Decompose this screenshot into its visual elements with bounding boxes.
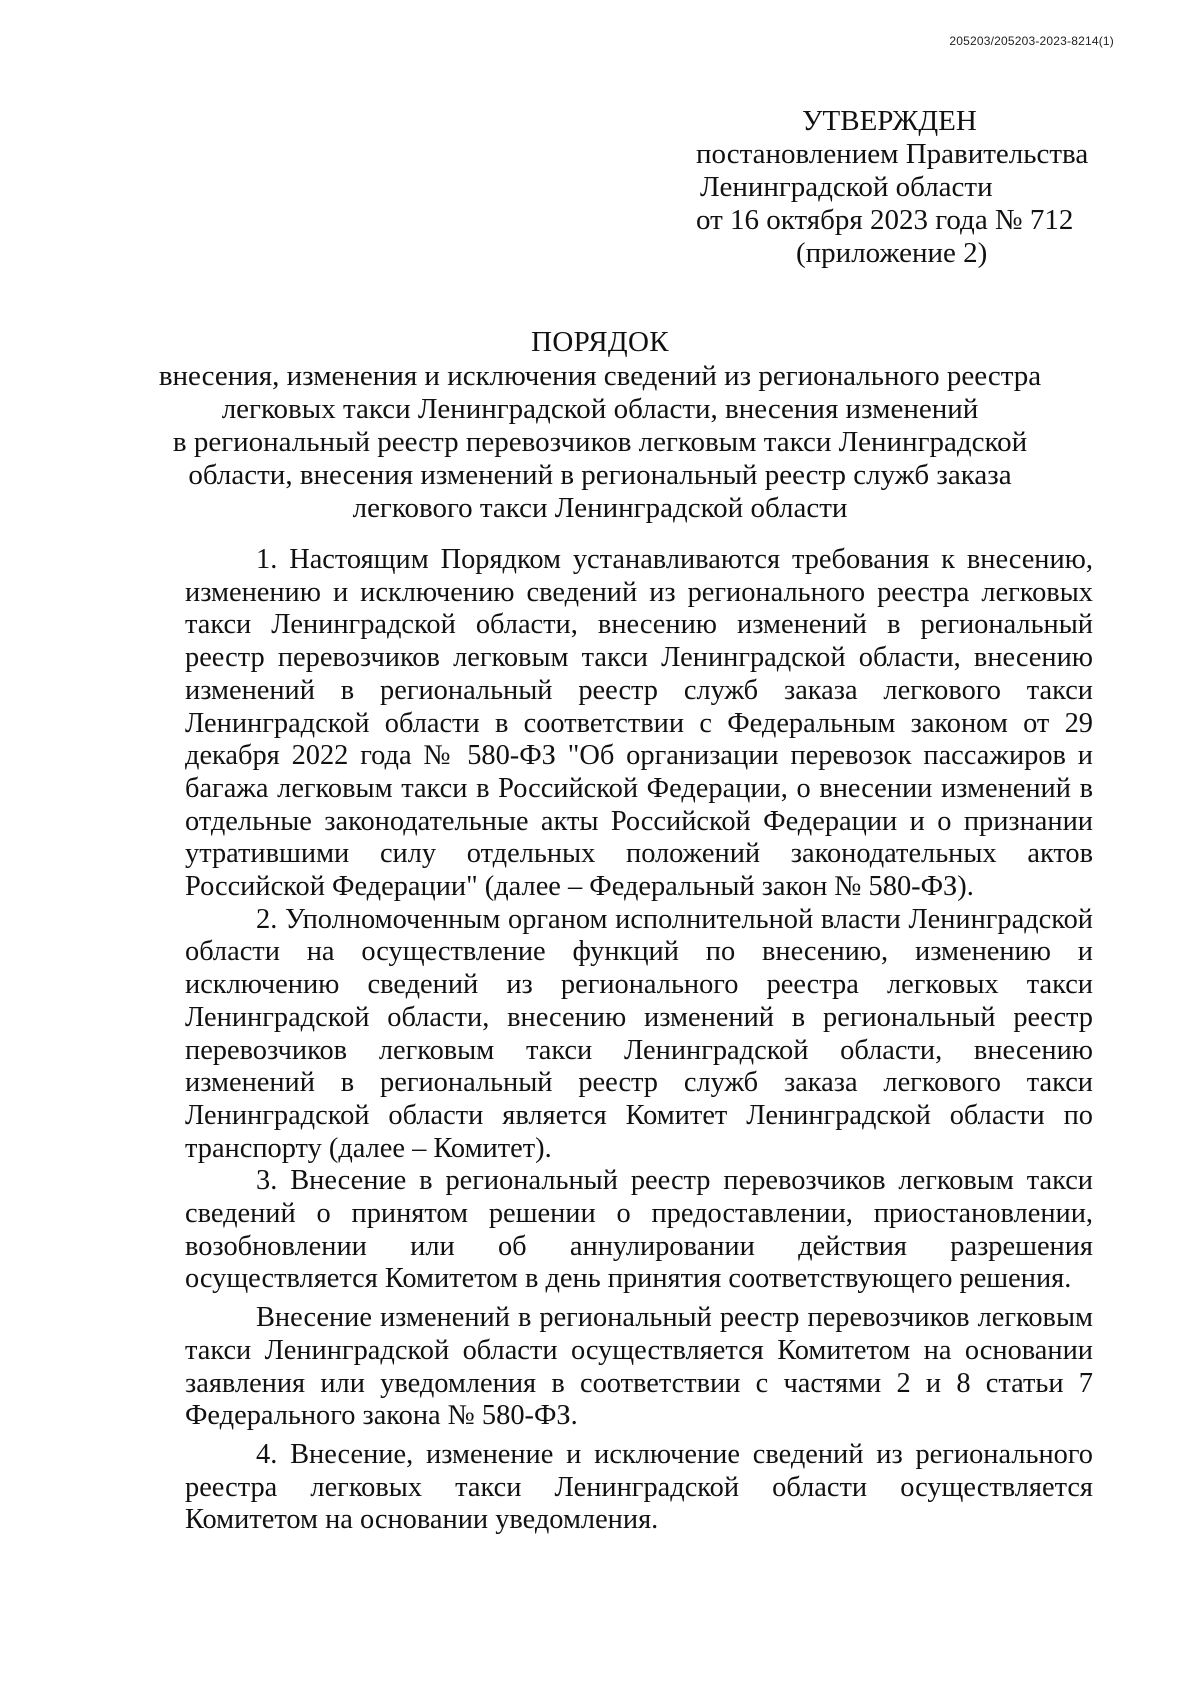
document-title: ПОРЯДОК xyxy=(531,326,669,358)
paragraph-4: 4. Внесение, изменение и исключение сведений из регионального реестра легковых такси Ленинградской области осуществляется Комитетом на основании уведомления. xyxy=(185,1438,1093,1536)
document-heading xyxy=(0,326,1200,525)
document-subtitle-line: легкового такси Ленинградской области xyxy=(352,492,848,524)
document-subtitle-line: области, внесения изменений в региональный реестр служб заказа xyxy=(188,459,1012,491)
approval-line-region: Ленинградской области xyxy=(700,171,993,203)
approval-line-date: от 16 октября 2023 года № 712 xyxy=(696,204,1074,236)
paragraph-1: 1. Настоящим Порядком устанавливаются требования к внесению, изменению и исключению сведений из регионального реестра легковых такси Ленинградской области, внесению изменений в региональный реестр перевозчиков легковым такси Ленинградской области, внесению изменений в региональный реестр служб заказа легкового такси Ленинградской области в соответствии с Федеральным законом от 29 декабря 2022 года № 580-ФЗ "Об организации перевозок пассажиров и багажа легковым такси в Российской Федерации, о внесении изменений в отдельные законодательные акты Российской Федерации и о признании утратившими силу отдельных положений законодательных актов Российской Федерации" (далее – Федеральный закон № 580-ФЗ). xyxy=(185,544,1093,903)
document-subtitle-line: внесения, изменения и исключения сведений из регионального реестра xyxy=(158,360,1042,392)
paragraph-2: 2. Уполномоченным органом исполнительной власти Ленинградской области на осуществление функций по внесению, изменению и исключению сведений из регионального реестра легковых такси Ленинградской области, внесению изменений в региональный реестр перевозчиков легковым такси Ленинградской области, внесению изменений в региональный реестр служб заказа легкового такси Ленинградской области является Комитет Ленинградской области по транспорту (далее – Комитет). xyxy=(185,903,1093,1164)
document-subtitle-line: в региональный реестр перевозчиков легковым такси Ленинградской xyxy=(172,426,1028,458)
paragraph-3: 3. Внесение в региональный реестр перевозчиков легковым такси сведений о принятом решении о предоставлении, приостановлении, возобновлении или об аннулировании действия разрешения осуществляется Комитетом в день принятия соответствующего решения. xyxy=(185,1165,1093,1295)
approval-title: УТВЕРЖДЕН xyxy=(802,105,977,137)
document-subtitle-line: легковых такси Ленинградской области, внесения изменений xyxy=(221,393,979,425)
approval-line-resolution: постановлением Правительства xyxy=(696,138,1089,170)
document-registration-number: 205203/205203-2023-8214(1) xyxy=(949,34,1114,48)
paragraph-3-continuation: Внесение изменений в региональный реестр перевозчиков легковым такси Ленинградской области осуществляется Комитетом на основании заявления или уведомления в соответствии с частями 2 и 8 статьи 7 Федерального закона № 580-ФЗ. xyxy=(185,1302,1093,1432)
approval-line-appendix: (приложение 2) xyxy=(796,237,988,269)
document-body xyxy=(185,544,1093,1537)
approval-block xyxy=(690,105,1120,270)
